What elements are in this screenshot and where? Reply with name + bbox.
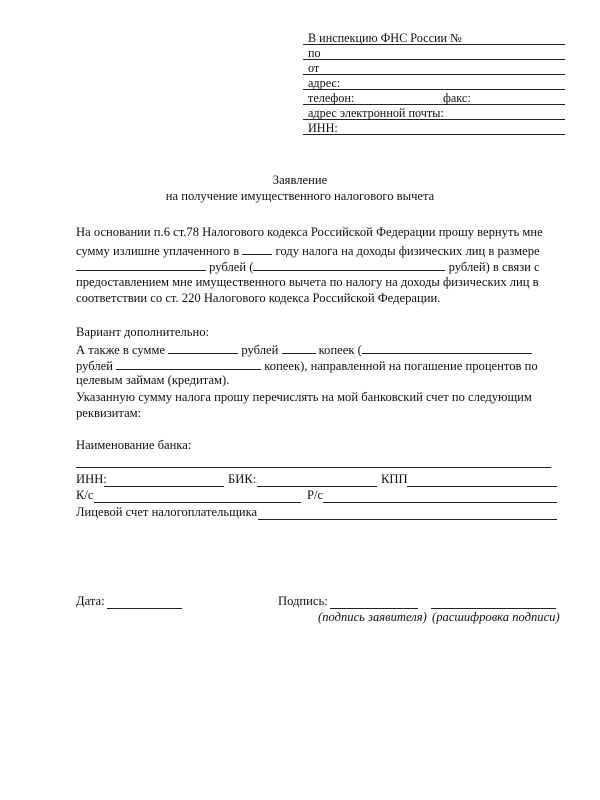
- extra-rubles-blank[interactable]: [168, 341, 238, 354]
- body-line-3: [76, 258, 557, 275]
- body-line-5: соответствии со ст. 220 Налогового кодекса Российской Федерации.: [76, 291, 441, 305]
- signature-line[interactable]: [330, 608, 418, 609]
- variant-text: копеек), направленной на погашение процентов по: [264, 359, 538, 373]
- bank-ks-line[interactable]: [94, 502, 301, 503]
- variant-line-2: [76, 357, 557, 374]
- document-subtitle: на получение имущественного налогового вычета: [165, 189, 435, 203]
- variant-line-3: целевым займам (кредитам).: [76, 373, 230, 387]
- variant-text: А также в сумме: [76, 343, 166, 357]
- body-text: рублей) в связи с: [448, 260, 540, 274]
- variant-text: рублей: [76, 359, 113, 373]
- signature-caption: (подпись заявителя): [318, 610, 427, 624]
- date-label: Дата:: [76, 594, 105, 608]
- header-phone-label: телефон:: [308, 91, 355, 105]
- variant-text: Указанную сумму налога прошу перечислять на мой банковский счет по следующим: [76, 390, 532, 404]
- body-text: сумму излишне уплаченного в: [76, 244, 240, 258]
- body-text: предоставлением мне имущественного вычета по налогу на доходы физических лиц в: [76, 275, 539, 289]
- bank-inn-label: ИНН:: [76, 472, 107, 486]
- header-fax-label: факс:: [443, 91, 471, 105]
- header-from-by: по: [303, 46, 565, 60]
- variant-text: копеек (: [318, 343, 362, 357]
- variant-line-1: [76, 341, 557, 358]
- decode-caption: (расшифровка подписи): [432, 610, 560, 624]
- header-address: адрес:: [303, 76, 565, 90]
- bank-name-line[interactable]: [76, 467, 551, 468]
- variant-text: рублей: [241, 343, 279, 357]
- header-inspection: В инспекцию ФНС России №: [303, 31, 565, 45]
- extra-rubles-words-blank[interactable]: [116, 357, 261, 370]
- header-inn: ИНН:: [303, 121, 565, 135]
- bank-account-line[interactable]: [258, 519, 557, 520]
- date-line[interactable]: [107, 608, 182, 609]
- bank-kpp-label: КПП: [381, 472, 408, 486]
- signature-label: Подпись:: [278, 594, 328, 608]
- document-title: Заявление: [272, 173, 328, 187]
- body-line-1: [76, 225, 557, 240]
- header-email: адрес электронной почты:: [303, 106, 565, 120]
- bank-rs-label: Р/с: [307, 488, 324, 502]
- body-text: На основании п.6 ст.78 Налогового кодекса Российской Федерации прошу вернуть мне: [76, 225, 543, 239]
- extra-kopecks-blank[interactable]: [282, 341, 316, 354]
- variant-line-4: [76, 390, 557, 405]
- year-blank[interactable]: [242, 242, 272, 255]
- variant-line-5: реквизитам:: [76, 406, 142, 420]
- body-line-2: [76, 242, 557, 259]
- bank-bik-line[interactable]: [257, 486, 377, 487]
- header-phone-fax: [303, 91, 565, 105]
- bank-account-label: Лицевой счет налогоплательщика: [76, 505, 258, 519]
- header-from: от: [303, 61, 565, 75]
- variant-heading: Вариант дополнительно:: [76, 325, 210, 339]
- extra-words-blank[interactable]: [362, 341, 532, 354]
- signature-decode-line[interactable]: [431, 608, 556, 609]
- amount-digits-blank[interactable]: [76, 258, 206, 271]
- body-line-4: [76, 275, 557, 290]
- bank-inn-line[interactable]: [104, 486, 224, 487]
- bank-ks-label: К/с: [76, 488, 94, 502]
- body-text: году налога на доходы физических лиц в размере: [275, 244, 540, 258]
- bank-name-label: Наименование банка:: [76, 438, 192, 452]
- amount-words-blank[interactable]: [253, 258, 445, 271]
- bank-rs-line[interactable]: [323, 502, 557, 503]
- bank-bik-label: БИК:: [228, 472, 257, 486]
- body-text: рублей (: [209, 260, 254, 274]
- bank-kpp-line[interactable]: [407, 486, 557, 487]
